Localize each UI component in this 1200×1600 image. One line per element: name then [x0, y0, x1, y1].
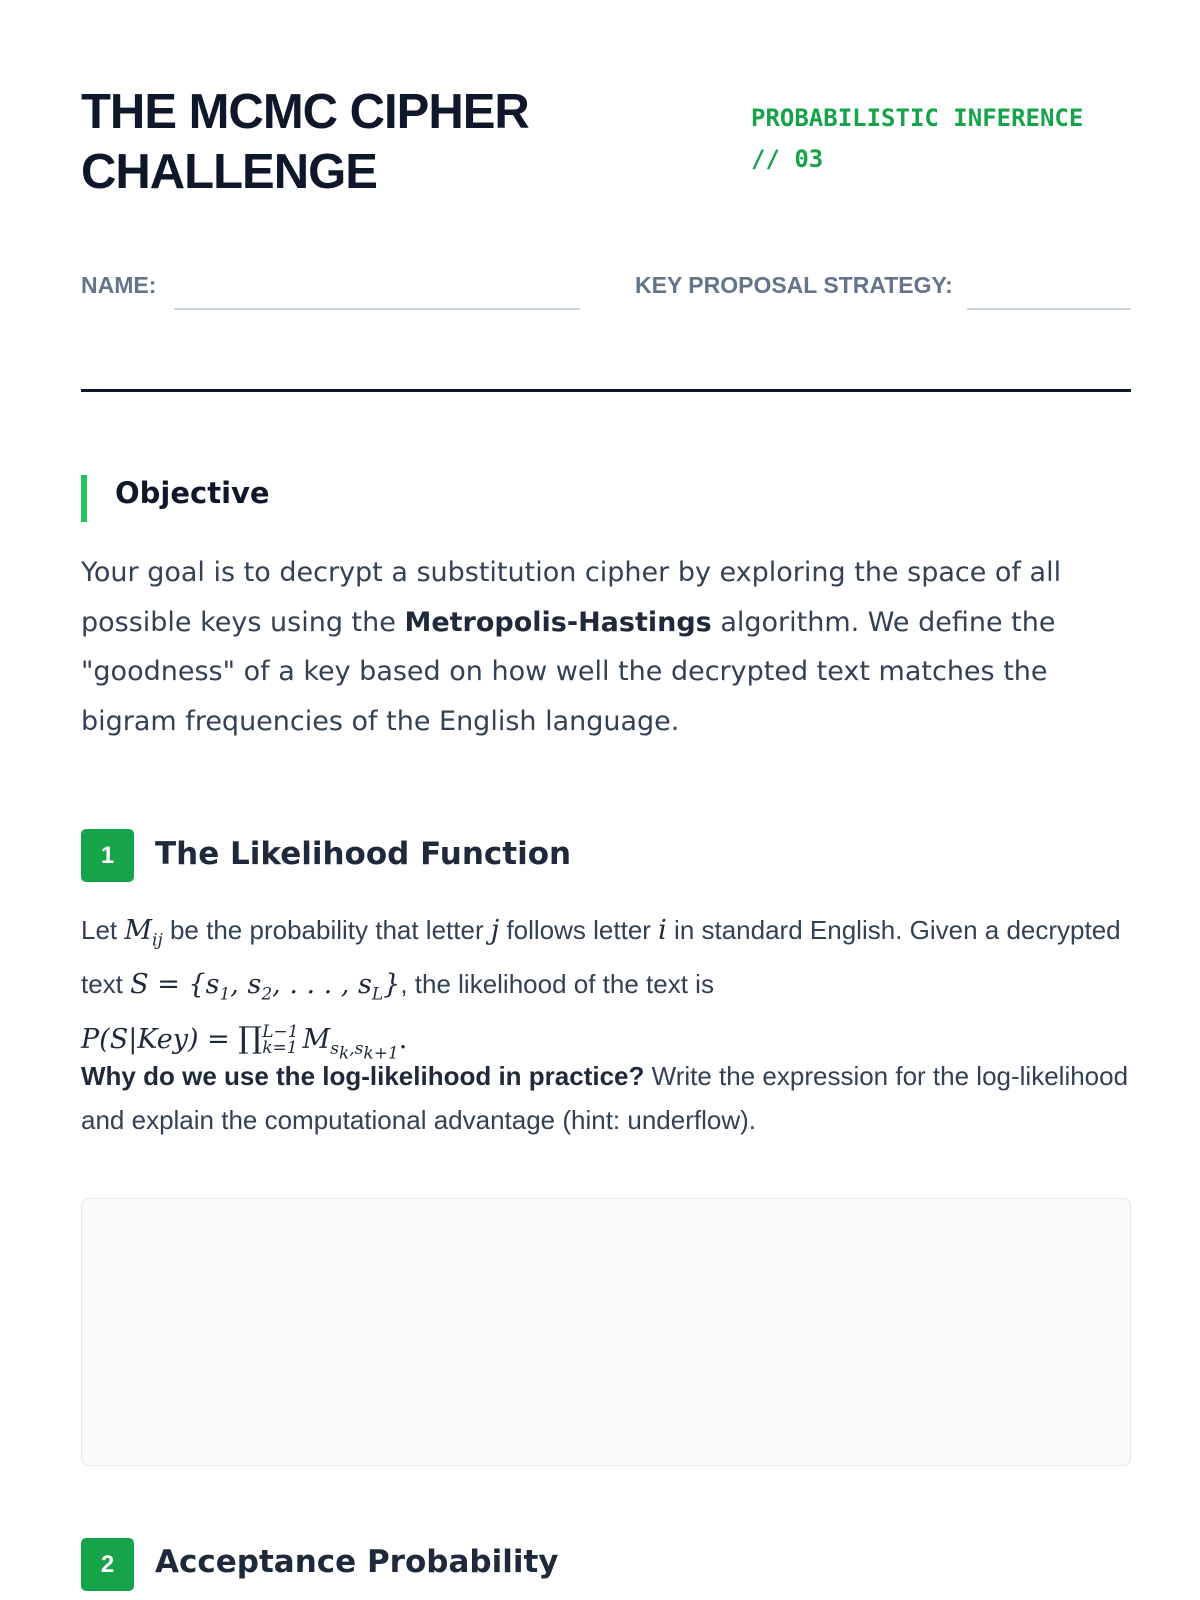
- objective-text-bold: Metropolis-Hastings: [404, 606, 712, 638]
- objective-text: [81, 548, 1131, 746]
- intro-text: , the likelihood of the text is: [400, 969, 714, 1000]
- math-s-set: $S = \{s_1$, $s_2$, . . . , $s_L$}: [130, 969, 401, 1005]
- section-number-badge: 2: [81, 1538, 134, 1591]
- header-divider: [81, 389, 1131, 392]
- intro-text: be the probability that letter: [162, 915, 491, 945]
- question-text: [81, 1054, 1131, 1142]
- section-number-badge: 1: [81, 829, 134, 882]
- section-title: The Likelihood Function: [155, 836, 572, 872]
- worksheet-title: [81, 82, 701, 202]
- likelihood-intro: [81, 908, 1131, 1076]
- title-line-1: THE MCMC CIPHER: [81, 85, 529, 139]
- title-line-2: CHALLENGE: [81, 145, 377, 199]
- name-field[interactable]: [174, 308, 580, 310]
- question-rest: Write the expression for the log-likelihood and explain the computational advantage (hint: underflow).: [81, 1061, 1129, 1135]
- likelihood-formula: P(S|Key) = ∏ L−1 k=1 $M_{s_k,s_{k+1}}$.: [81, 1020, 408, 1064]
- math-i: i: [658, 915, 667, 946]
- math-m-ij: $M_{ij}$: [124, 915, 163, 951]
- topic-tag-line-2: // 03: [751, 145, 824, 173]
- intro-text: follows letter: [499, 915, 659, 945]
- objective-text-part: Your goal is to decrypt a substitution cipher by exploring the space of all possible keys using the: [81, 557, 1062, 638]
- objective-text-part: algorithm. We define the "goodness" of a key based on how well the decrypted text matches the bigram frequencies of the English language.: [81, 606, 1056, 737]
- section-title: Acceptance Probability: [155, 1544, 559, 1580]
- question-bold: Why do we use the log-likelihood in practice?: [81, 1061, 645, 1091]
- strategy-field[interactable]: [967, 308, 1131, 310]
- answer-box[interactable]: [81, 1198, 1131, 1466]
- math-j: j: [490, 915, 500, 946]
- intro-text: Let: [81, 915, 125, 945]
- topic-tag: [751, 98, 1131, 180]
- name-label: NAME:: [81, 272, 157, 298]
- intro-text: in standard English. Given a decrypted text: [81, 915, 1121, 1000]
- objective-accent-bar: [81, 475, 87, 522]
- topic-tag-line-1: PROBABILISTIC INFERENCE: [751, 104, 1084, 132]
- strategy-label: KEY PROPOSAL STRATEGY:: [635, 272, 953, 298]
- objective-heading: Objective: [115, 476, 270, 510]
